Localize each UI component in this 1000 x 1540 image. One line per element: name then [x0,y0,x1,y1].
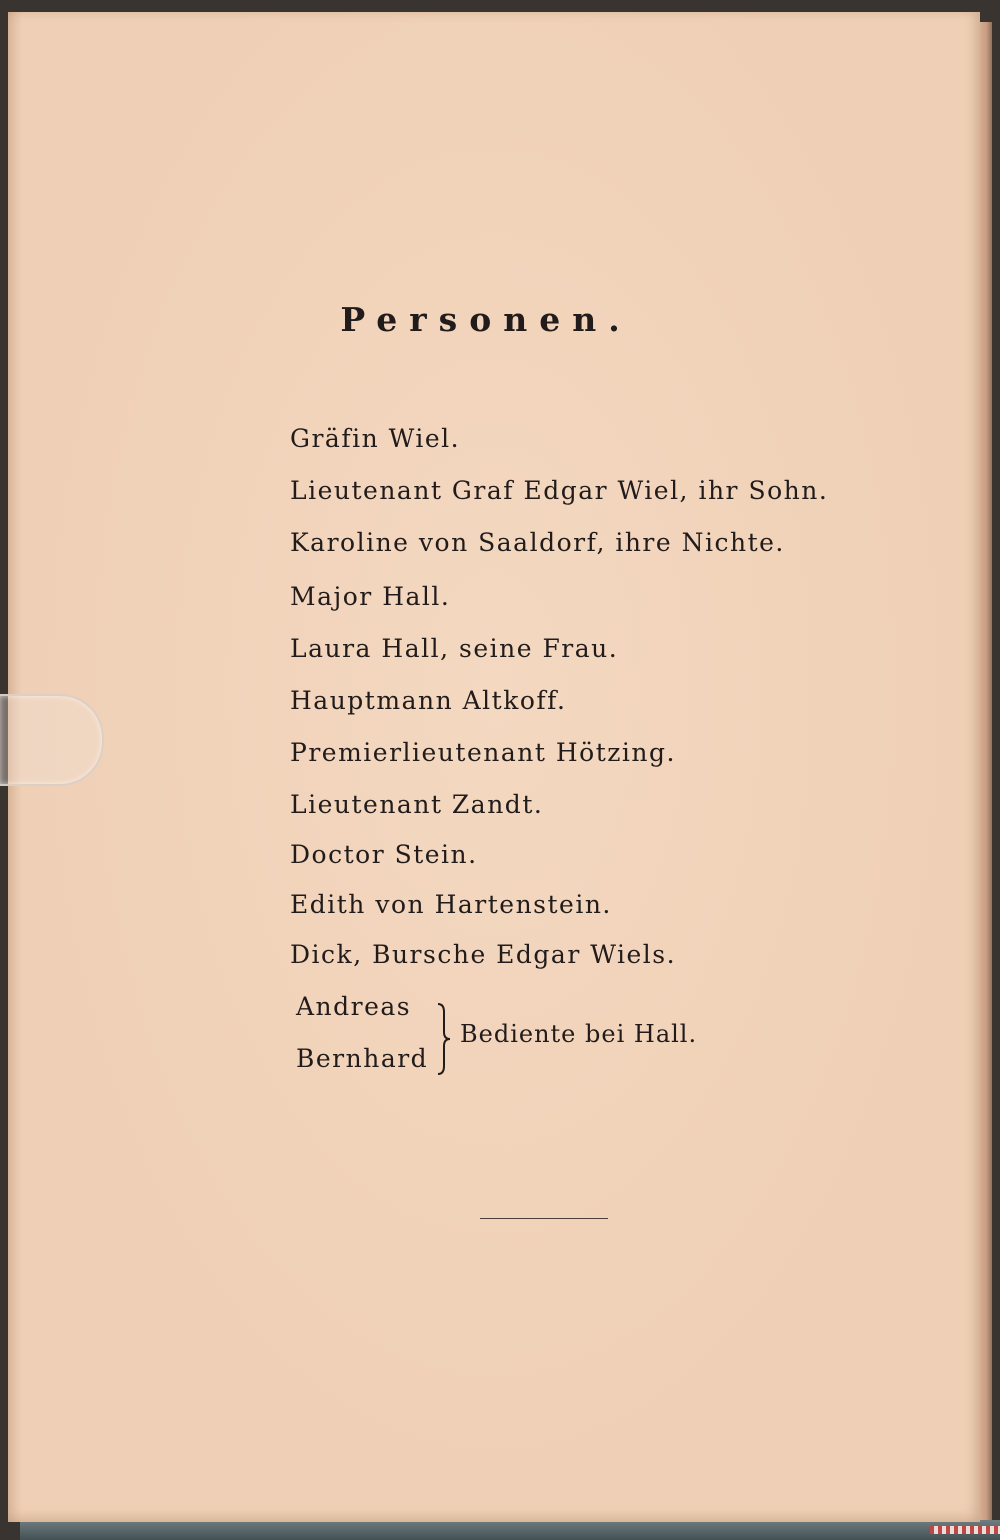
person-entry: Hauptmann Altkoff. [290,686,567,715]
servant-name: Andreas [296,992,412,1021]
person-entry: Gräfin Wiel. [290,424,461,453]
person-entry: Dick, Bursche Edgar Wiels. [290,940,677,969]
book-bottom-edge [20,1520,1000,1540]
page-title: Personen. [340,300,632,339]
person-entry: Lieutenant Graf Edgar Wiel, ihr Sohn. [290,476,829,505]
cast-list [8,12,980,1522]
book-right-edge [978,22,992,1522]
servant-name: Bernhard [296,1044,429,1073]
person-entry: Premierlieutenant Hötzing. [290,738,676,767]
servants-role: Bediente bei Hall. [460,1020,698,1048]
book-page [8,12,980,1522]
divider-rule [480,1218,608,1219]
person-entry: Karoline von Saaldorf, ihre Nichte. [290,528,785,557]
person-entry: Major Hall. [290,582,451,611]
person-entry: Doctor Stein. [290,840,478,869]
bookmark-ribbon [930,1526,1000,1534]
brace-icon [434,1002,454,1076]
person-entry: Lieutenant Zandt. [290,790,544,819]
person-entry: Laura Hall, seine Frau. [290,634,619,663]
person-entry: Edith von Hartenstein. [290,890,612,919]
